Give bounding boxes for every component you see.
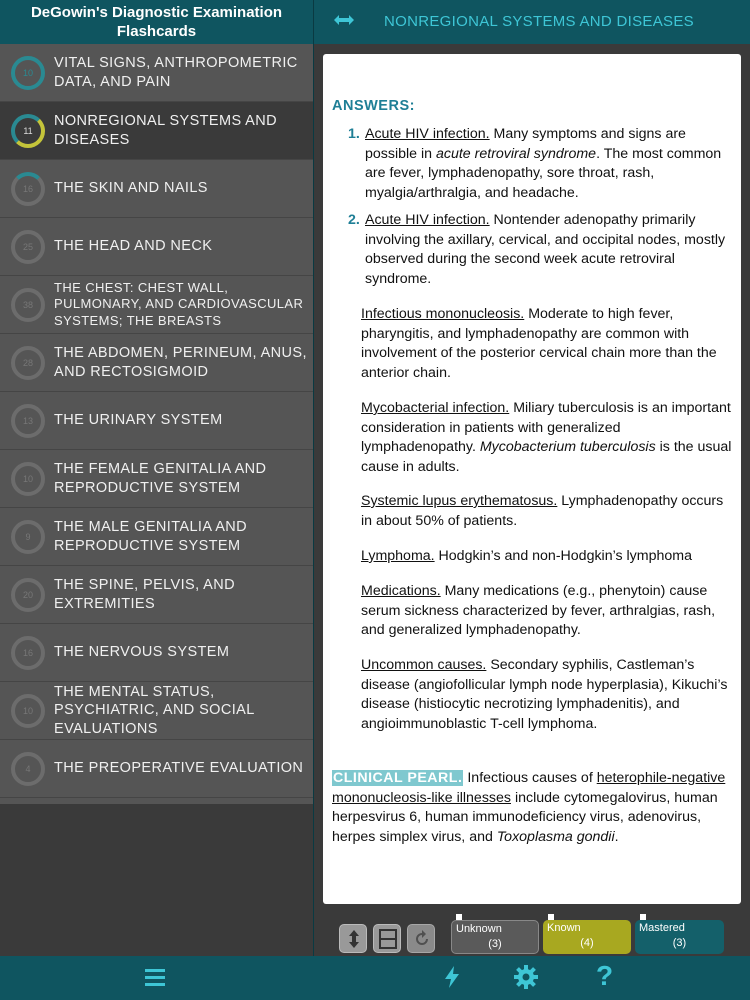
chapter-item[interactable] <box>0 334 313 392</box>
paragraph: Uncommon causes. Secondary syphilis, Castleman’s disease (angiofollicular lymph node hyperplasia), Kikuchi’s disease (histiocytic necrotizing lymphadenitis), and angioimmunoblastic T-cell lymphoma. <box>361 657 728 732</box>
chapter-label: THE MENTAL STATUS, PSYCHIATRIC, AND SOCIAL EVALUATIONS <box>54 683 255 737</box>
paragraph: Infectious mononucleosis. Moderate to high fever, pharyngitis, and lymphadenopathy are common with involvement of the posterior cervical chain more than the anterior chain. <box>361 306 717 381</box>
chapter-label: THE MALE GENITALIA AND REPRODUCTIVE SYSTEM <box>54 519 248 554</box>
chapter-label: THE ABDOMEN, PERINEUM, ANUS, AND RECTOSIGMOID <box>54 345 307 380</box>
progress-ring-icon: 13 <box>11 404 45 438</box>
split-view-button[interactable] <box>373 924 401 953</box>
sidebar-empty-area <box>0 804 313 956</box>
paragraph: Mycobacterial infection. Miliary tuberculosis is an important consideration in patients with generalized lymphadenopathy. Mycobacterium tuberculosis is the usual cause in adults. <box>361 400 732 475</box>
chapter-item[interactable] <box>0 740 313 798</box>
known-button[interactable]: Known (4) <box>543 920 631 954</box>
paragraph: Systemic lupus erythematosus. Lymphadenopathy occurs in about 50% of patients. <box>361 493 724 529</box>
vertical-arrows-icon <box>344 929 364 949</box>
chapter-label: THE SPINE, PELVIS, AND EXTREMITIES <box>54 577 235 612</box>
progress-ring-icon: 10 <box>11 694 45 728</box>
lightning-icon[interactable] <box>442 965 462 994</box>
section-title: NONREGIONAL SYSTEMS AND DISEASES <box>384 13 694 30</box>
progress-ring-icon: 20 <box>11 578 45 612</box>
chapter-label: THE SKIN AND NAILS <box>54 180 208 197</box>
answer-number: 2. <box>348 212 360 228</box>
top-bar <box>314 0 750 44</box>
progress-ring-icon: 16 <box>11 636 45 670</box>
menu-icon[interactable] <box>144 965 166 993</box>
chapter-item[interactable] <box>0 450 313 508</box>
chapter-list <box>0 44 313 804</box>
paragraph: Medications. Many medications (e.g., phenytoin) cause serum sickness characterized by fever, arthralgias, rash, and generalized lymphadenopathy. <box>361 583 716 639</box>
bottom-toolbar <box>0 956 750 1000</box>
progress-ring-icon: 10 <box>11 56 45 90</box>
chapter-label: THE HEAD AND NECK <box>54 238 213 255</box>
chapter-label: THE URINARY SYSTEM <box>54 412 223 429</box>
answer-number: 1. <box>348 126 360 142</box>
chapter-label: THE NERVOUS SYSTEM <box>54 644 230 661</box>
chapter-item[interactable] <box>0 624 313 682</box>
mastered-button[interactable]: Mastered (3) <box>635 920 724 954</box>
chapter-item[interactable] <box>0 508 313 566</box>
paragraph: Lymphoma. Hodgkin’s and non-Hodgkin’s lymphoma <box>361 548 692 564</box>
chapter-item[interactable] <box>0 566 313 624</box>
answer-text: Acute HIV infection. Many symptoms and signs are possible in acute retroviral syndrome. The most common are fever, lymphadenopathy, sore throat, rash, myalgia/arthralgia, and headache. <box>365 126 722 201</box>
answers-heading: ANSWERS: <box>332 98 415 114</box>
chapter-item[interactable] <box>0 160 313 218</box>
flip-card-button[interactable] <box>407 924 435 953</box>
progress-ring-icon: 4 <box>11 752 45 786</box>
clinical-pearl-label: CLINICAL PEARL. <box>333 770 463 786</box>
progress-ring-icon: 28 <box>11 346 45 380</box>
gear-icon[interactable] <box>513 964 539 995</box>
clinical-pearl: CLINICAL PEARL. Infectious causes of heterophile-negative mononucleosis-like illnesses include cytomegalovirus, human herpesvirus 6, human immunodeficiency virus, adenovirus, herpes simplex virus, and Toxoplasma gondii. <box>332 770 726 845</box>
chapter-item[interactable] <box>0 218 313 276</box>
answer-text: Acute HIV infection. Nontender adenopathy primarily involving the axillary, cervical, and occipital nodes, mostly observed during the second week acute retroviral syndrome. <box>365 212 726 287</box>
chapter-item[interactable] <box>0 682 313 740</box>
chapter-item[interactable] <box>0 392 313 450</box>
rotate-icon <box>412 929 432 949</box>
pane-divider <box>313 0 314 1000</box>
answer-item <box>348 125 733 203</box>
help-icon[interactable]: ? <box>596 960 614 991</box>
progress-ring-icon: 10 <box>11 462 45 496</box>
chapter-label: VITAL SIGNS, ANTHROPOMETRIC DATA, AND PAIN <box>54 55 298 90</box>
unknown-button[interactable]: Unknown (3) <box>451 920 539 954</box>
progress-ring-icon: 25 <box>11 230 45 264</box>
chapter-label: THE FEMALE GENITALIA AND REPRODUCTIVE SYSTEM <box>54 461 267 496</box>
resize-vertical-button[interactable] <box>339 924 367 953</box>
app-title: DeGowin's Diagnostic Examination Flashcards <box>0 0 313 44</box>
progress-ring-icon: 9 <box>11 520 45 554</box>
chapter-item[interactable] <box>0 44 313 102</box>
progress-ring-icon: 11 <box>11 114 45 148</box>
expand-arrows-icon[interactable] <box>332 10 358 32</box>
chapter-label: THE CHEST: CHEST WALL, PULMONARY, AND CARDIOVASCULAR SYSTEMS; THE BREASTS <box>54 279 304 328</box>
chapter-label: THE PREOPERATIVE EVALUATION <box>54 760 304 777</box>
chapter-item-active[interactable] <box>0 102 313 160</box>
chapter-item[interactable] <box>0 276 313 334</box>
answer-item <box>348 211 733 289</box>
progress-ring-icon: 38 <box>11 288 45 322</box>
heterophile-link: heterophile-negative mononucleosis-like illnesses <box>332 770 726 806</box>
progress-ring-icon: 16 <box>11 172 45 206</box>
split-view-icon <box>378 929 398 949</box>
chapter-label: NONREGIONAL SYSTEMS AND DISEASES <box>54 113 277 148</box>
flashcard[interactable] <box>323 54 741 904</box>
